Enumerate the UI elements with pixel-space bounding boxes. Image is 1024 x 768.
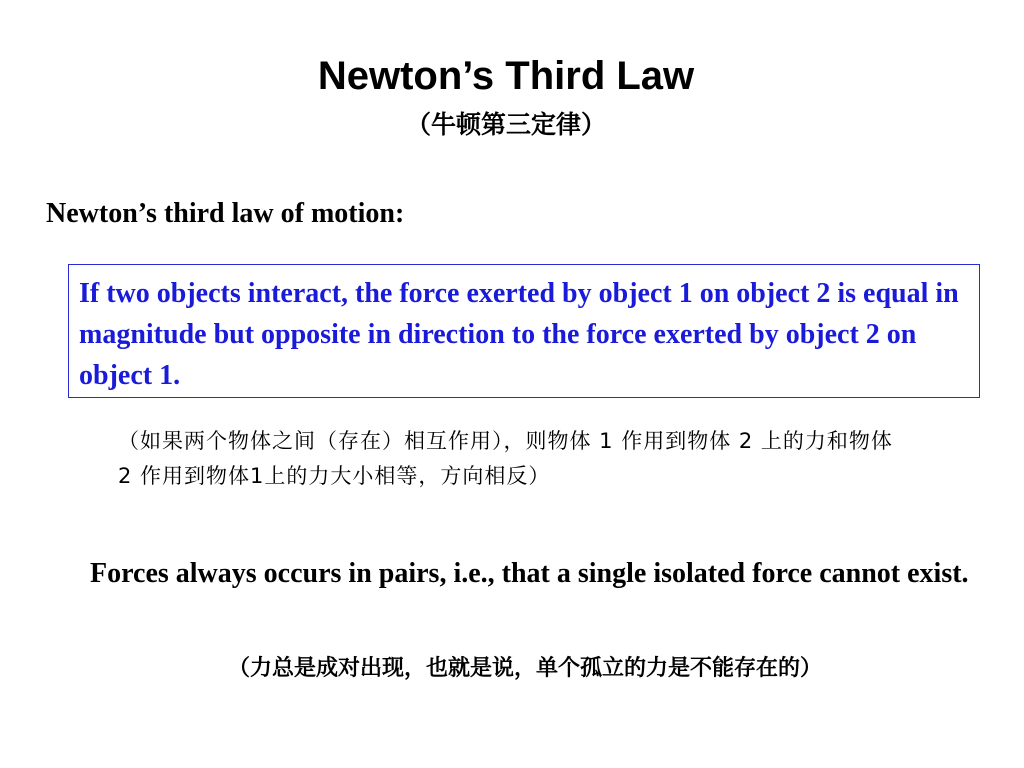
forces-in-pairs-chinese: （力总是成对出现，也就是说，单个孤立的力是不能存在的） — [227, 656, 822, 681]
slide-subtitle-chinese: （牛顿第三定律） — [405, 110, 606, 139]
section-heading: Newton’s third law of motion: — [46, 198, 405, 229]
slide-title: Newton’s Third Law — [317, 54, 695, 98]
forces-in-pairs-statement: Forces always occurs in pairs, i.e., that a single isolated force cannot exist. — [90, 558, 969, 589]
law-statement-chinese: （如果两个物体之间（存在）相互作用），则物体 1 作用到物体 2 上的力和物体 2 作用到物体1上的力大小相等，方向相反） — [118, 429, 893, 488]
law-statement-text: If two objects interact, the force exerted by object 1 on object 2 is equal in magnitude but opposite in direction to the force exerted by object 2 on object 1. — [79, 278, 959, 391]
